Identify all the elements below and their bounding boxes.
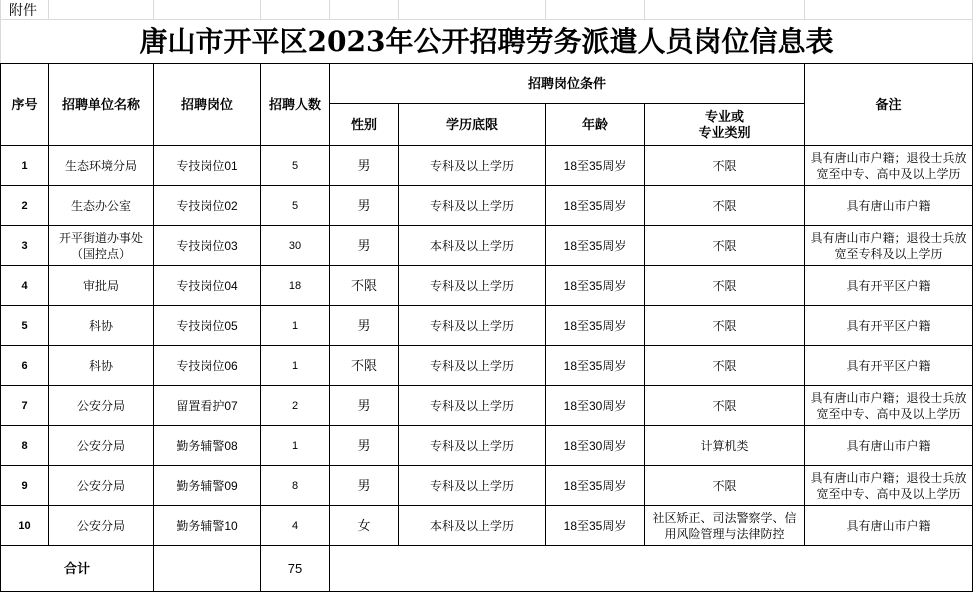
unit-name-cell: 科协 <box>49 306 154 346</box>
major-cell: 社区矫正、司法警察学、信用风险管理与法律防控 <box>645 506 805 546</box>
header-gender: 性别 <box>330 104 399 146</box>
gender-cell: 不限 <box>330 266 399 306</box>
header-post: 招聘岗位 <box>154 64 261 146</box>
remark-cell: 具有开平区户籍 <box>805 346 973 386</box>
headcount-cell: 1 <box>261 306 330 346</box>
post-cell: 勤务辅警10 <box>154 506 261 546</box>
gridline-cell <box>399 0 546 20</box>
major-cell: 不限 <box>645 346 805 386</box>
remark-cell: 具有唐山市户籍；退役士兵放宽至专科及以上学历 <box>805 226 973 266</box>
gridline-cell <box>645 0 805 20</box>
headcount-cell: 1 <box>261 426 330 466</box>
education-cell: 专科及以上学历 <box>399 466 546 506</box>
title-row <box>0 20 973 63</box>
header-seq: 序号 <box>1 64 49 146</box>
remark-cell: 具有唐山市户籍；退役士兵放宽至中专、高中及以上学历 <box>805 146 973 186</box>
education-cell: 专科及以上学历 <box>399 426 546 466</box>
education-cell: 专科及以上学历 <box>399 186 546 226</box>
header-major: 专业或 专业类别 <box>645 104 805 146</box>
major-cell: 不限 <box>645 466 805 506</box>
unit-name-cell: 开平街道办事处（国控点） <box>49 226 154 266</box>
headcount-cell: 2 <box>261 386 330 426</box>
header-age: 年龄 <box>546 104 645 146</box>
table-row <box>1 346 973 386</box>
total-blank-cell <box>330 546 973 592</box>
header-unit-name: 招聘单位名称 <box>49 64 154 146</box>
major-cell: 不限 <box>645 186 805 226</box>
total-headcount: 75 <box>261 546 330 592</box>
education-cell: 专科及以上学历 <box>399 146 546 186</box>
age-cell: 18至35周岁 <box>546 306 645 346</box>
gridline-cell <box>261 0 330 20</box>
table-row <box>1 466 973 506</box>
seq-cell: 4 <box>1 266 49 306</box>
headcount-cell: 8 <box>261 466 330 506</box>
gender-cell: 男 <box>330 146 399 186</box>
education-cell: 专科及以上学历 <box>399 346 546 386</box>
remark-cell: 具有开平区户籍 <box>805 306 973 346</box>
seq-cell: 3 <box>1 226 49 266</box>
unit-name-cell: 公安分局 <box>49 506 154 546</box>
post-cell: 专技岗位03 <box>154 226 261 266</box>
major-cell: 不限 <box>645 146 805 186</box>
post-cell: 专技岗位05 <box>154 306 261 346</box>
gridline-cell <box>330 0 399 20</box>
age-cell: 18至30周岁 <box>546 386 645 426</box>
age-cell: 18至35周岁 <box>546 146 645 186</box>
header-remark: 备注 <box>805 64 973 146</box>
seq-cell: 10 <box>1 506 49 546</box>
attachment-row <box>0 0 973 20</box>
post-cell: 留置看护07 <box>154 386 261 426</box>
major-cell: 不限 <box>645 226 805 266</box>
age-cell: 18至35周岁 <box>546 506 645 546</box>
headcount-cell: 18 <box>261 266 330 306</box>
age-cell: 18至35周岁 <box>546 226 645 266</box>
seq-cell: 8 <box>1 426 49 466</box>
remark-cell: 具有唐山市户籍 <box>805 186 973 226</box>
header-education: 学历底限 <box>399 104 546 146</box>
unit-name-cell: 审批局 <box>49 266 154 306</box>
age-cell: 18至35周岁 <box>546 466 645 506</box>
total-spacer-cell <box>154 546 261 592</box>
remark-cell: 具有唐山市户籍 <box>805 426 973 466</box>
total-label: 合计 <box>1 546 154 592</box>
table-header <box>1 64 973 146</box>
post-cell: 勤务辅警08 <box>154 426 261 466</box>
table-row <box>1 186 973 226</box>
gender-cell: 男 <box>330 226 399 266</box>
unit-name-cell: 生态办公室 <box>49 186 154 226</box>
headcount-cell: 5 <box>261 186 330 226</box>
education-cell: 专科及以上学历 <box>399 386 546 426</box>
gender-cell: 不限 <box>330 346 399 386</box>
gender-cell: 男 <box>330 426 399 466</box>
recruitment-table <box>0 63 973 592</box>
education-cell: 本科及以上学历 <box>399 506 546 546</box>
post-cell: 专技岗位06 <box>154 346 261 386</box>
remark-cell: 具有唐山市户籍；退役士兵放宽至中专、高中及以上学历 <box>805 466 973 506</box>
total-row <box>1 546 973 592</box>
gender-cell: 男 <box>330 386 399 426</box>
seq-cell: 2 <box>1 186 49 226</box>
gender-cell: 男 <box>330 306 399 346</box>
post-cell: 勤务辅警09 <box>154 466 261 506</box>
age-cell: 18至35周岁 <box>546 186 645 226</box>
page-title: 唐山市开平区2023年公开招聘劳务派遣人员岗位信息表 <box>139 25 834 58</box>
education-cell: 专科及以上学历 <box>399 266 546 306</box>
major-cell: 计算机类 <box>645 426 805 466</box>
gridline-cell <box>49 0 154 20</box>
table-row <box>1 146 973 186</box>
gridline-cell <box>546 0 645 20</box>
major-cell: 不限 <box>645 306 805 346</box>
major-cell: 不限 <box>645 266 805 306</box>
gridline-cell <box>154 0 261 20</box>
remark-cell: 具有唐山市户籍 <box>805 506 973 546</box>
major-cell: 不限 <box>645 386 805 426</box>
seq-cell: 6 <box>1 346 49 386</box>
seq-cell: 5 <box>1 306 49 346</box>
unit-name-cell: 公安分局 <box>49 466 154 506</box>
headcount-cell: 4 <box>261 506 330 546</box>
table-row <box>1 226 973 266</box>
unit-name-cell: 生态环境分局 <box>49 146 154 186</box>
gender-cell: 女 <box>330 506 399 546</box>
gender-cell: 男 <box>330 186 399 226</box>
post-cell: 专技岗位04 <box>154 266 261 306</box>
age-cell: 18至35周岁 <box>546 266 645 306</box>
seq-cell: 1 <box>1 146 49 186</box>
seq-cell: 7 <box>1 386 49 426</box>
seq-cell: 9 <box>1 466 49 506</box>
table-row <box>1 306 973 346</box>
headcount-cell: 30 <box>261 226 330 266</box>
age-cell: 18至35周岁 <box>546 346 645 386</box>
header-headcount: 招聘人数 <box>261 64 330 146</box>
table-row <box>1 506 973 546</box>
remark-cell: 具有开平区户籍 <box>805 266 973 306</box>
headcount-cell: 1 <box>261 346 330 386</box>
headcount-cell: 5 <box>261 146 330 186</box>
unit-name-cell: 公安分局 <box>49 386 154 426</box>
remark-cell: 具有唐山市户籍；退役士兵放宽至中专、高中及以上学历 <box>805 386 973 426</box>
header-post-conditions: 招聘岗位条件 <box>330 64 805 104</box>
table-row <box>1 386 973 426</box>
gridline-cell <box>805 0 973 20</box>
age-cell: 18至30周岁 <box>546 426 645 466</box>
table-row <box>1 426 973 466</box>
education-cell: 本科及以上学历 <box>399 226 546 266</box>
education-cell: 专科及以上学历 <box>399 306 546 346</box>
unit-name-cell: 公安分局 <box>49 426 154 466</box>
post-cell: 专技岗位02 <box>154 186 261 226</box>
post-cell: 专技岗位01 <box>154 146 261 186</box>
unit-name-cell: 科协 <box>49 346 154 386</box>
gender-cell: 男 <box>330 466 399 506</box>
table-row <box>1 266 973 306</box>
attachment-label: 附件 <box>1 0 49 20</box>
